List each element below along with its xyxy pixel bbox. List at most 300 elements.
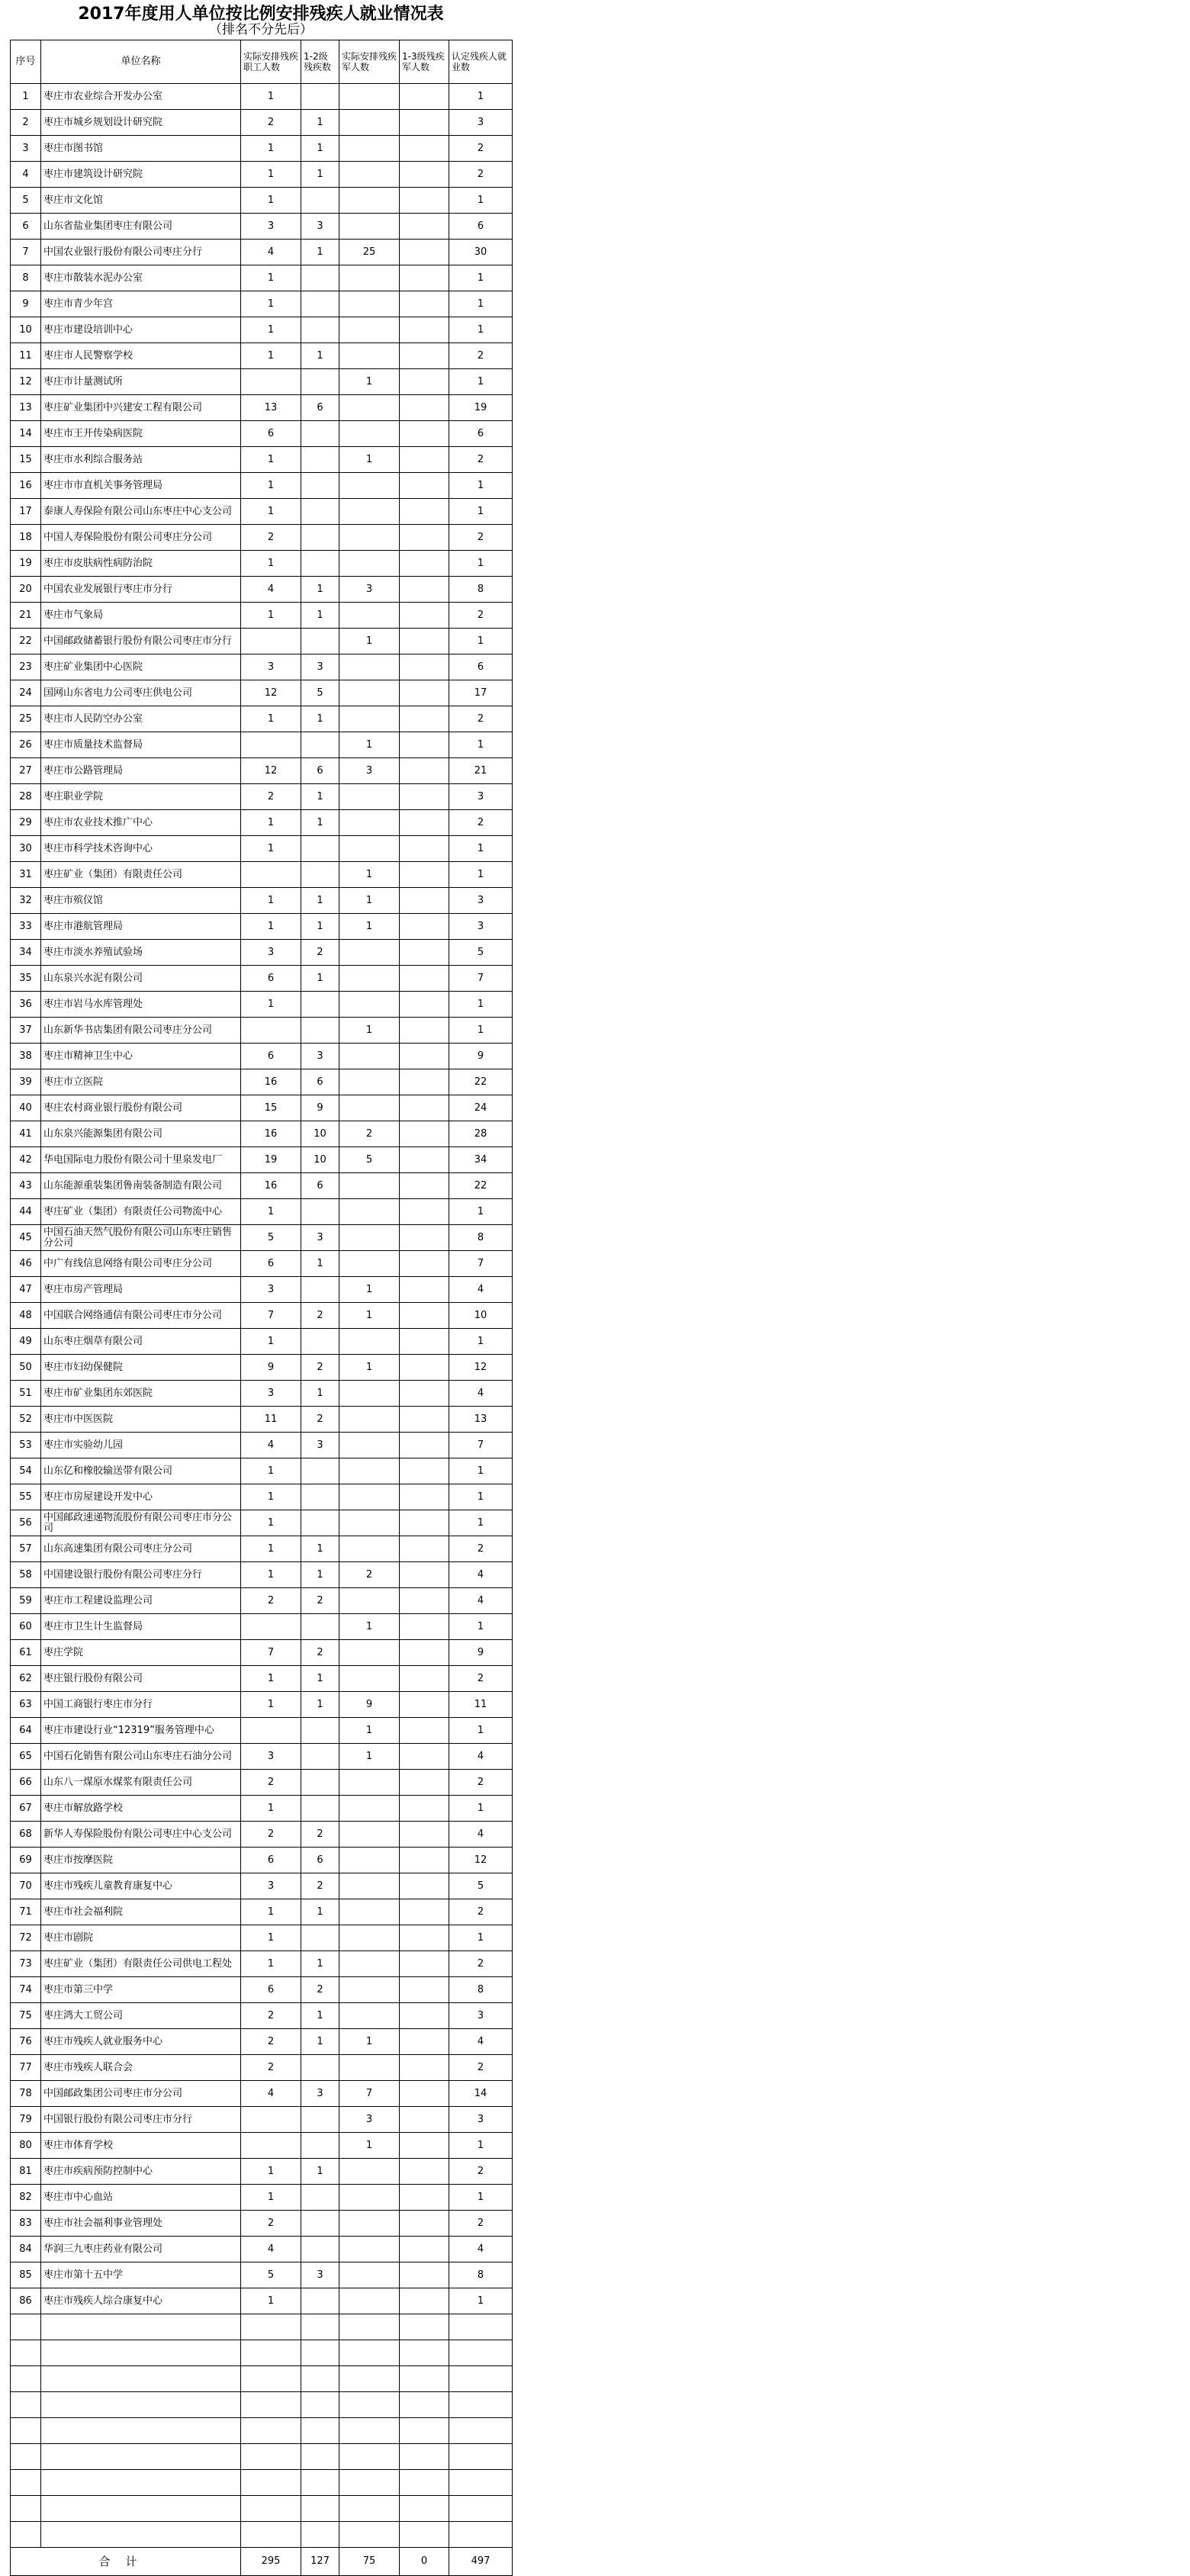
row-actual-staff: 3 xyxy=(241,1744,301,1770)
row-actual-veterans: 1 xyxy=(339,1303,400,1329)
row-seq: 54 xyxy=(11,1458,41,1484)
row-unit-name: 枣庄市青少年宫 xyxy=(41,291,241,317)
empty-cell xyxy=(301,2340,339,2366)
table-row xyxy=(11,1484,513,1510)
row-grade12: 1 xyxy=(301,706,339,732)
row-certified: 4 xyxy=(449,2029,513,2055)
empty-cell xyxy=(11,2340,41,2366)
row-actual-veterans: 1 xyxy=(339,1718,400,1744)
row-certified: 28 xyxy=(449,1121,513,1147)
row-actual-veterans xyxy=(339,1407,400,1433)
row-actual-veterans: 25 xyxy=(339,240,400,265)
row-unit-name: 枣庄市计量测试所 xyxy=(41,369,241,395)
table-row xyxy=(11,1303,513,1329)
row-seq: 13 xyxy=(11,395,41,421)
empty-cell xyxy=(449,2522,513,2548)
row-seq: 81 xyxy=(11,2159,41,2185)
row-actual-veterans: 1 xyxy=(339,888,400,914)
table-row xyxy=(11,836,513,862)
empty-cell xyxy=(241,2522,301,2548)
row-certified: 1 xyxy=(449,317,513,343)
row-unit-name: 山东省盐业集团枣庄有限公司 xyxy=(41,214,241,240)
row-actual-veterans xyxy=(339,2288,400,2314)
row-unit-name: 中国邮政速递物流股份有限公司枣庄市分公司 xyxy=(41,1510,241,1536)
total-certified: 497 xyxy=(449,2548,513,2576)
row-actual-staff: 1 xyxy=(241,1666,301,1692)
row-grade12: 1 xyxy=(301,1536,339,1562)
table-row xyxy=(11,1640,513,1666)
row-vet13 xyxy=(400,1484,449,1510)
row-grade12 xyxy=(301,1199,339,1225)
row-grade12: 2 xyxy=(301,940,339,966)
row-seq: 73 xyxy=(11,1951,41,1977)
row-vet13 xyxy=(400,525,449,551)
row-certified: 2 xyxy=(449,1536,513,1562)
row-certified: 2 xyxy=(449,2055,513,2081)
row-vet13 xyxy=(400,2029,449,2055)
table-row xyxy=(11,1407,513,1433)
row-certified: 2 xyxy=(449,603,513,629)
row-actual-veterans xyxy=(339,1225,400,1251)
row-actual-staff: 1 xyxy=(241,1951,301,1977)
row-unit-name: 枣庄市公路管理局 xyxy=(41,758,241,784)
row-actual-staff: 16 xyxy=(241,1121,301,1147)
row-unit-name: 枣庄市妇幼保健院 xyxy=(41,1355,241,1381)
row-certified: 12 xyxy=(449,1355,513,1381)
row-grade12 xyxy=(301,2185,339,2211)
row-seq: 55 xyxy=(11,1484,41,1510)
row-grade12: 1 xyxy=(301,1381,339,1407)
row-actual-veterans xyxy=(339,1069,400,1095)
row-certified: 1 xyxy=(449,2185,513,2211)
row-vet13 xyxy=(400,629,449,654)
row-unit-name: 枣庄市农业技术推广中心 xyxy=(41,810,241,836)
row-seq: 12 xyxy=(11,369,41,395)
row-unit-name: 枣庄市房屋建设开发中心 xyxy=(41,1484,241,1510)
row-grade12: 1 xyxy=(301,1251,339,1277)
empty-row xyxy=(11,2418,513,2444)
table-row xyxy=(11,2081,513,2107)
row-seq: 6 xyxy=(11,214,41,240)
row-vet13 xyxy=(400,1744,449,1770)
empty-row xyxy=(11,2470,513,2496)
row-grade12 xyxy=(301,2211,339,2237)
row-vet13 xyxy=(400,1822,449,1848)
empty-row xyxy=(11,2392,513,2418)
row-unit-name: 中国邮政集团公司枣庄市分公司 xyxy=(41,2081,241,2107)
row-certified: 4 xyxy=(449,1277,513,1303)
row-actual-veterans xyxy=(339,654,400,680)
row-seq: 14 xyxy=(11,421,41,447)
empty-cell xyxy=(301,2444,339,2470)
row-vet13 xyxy=(400,577,449,603)
row-vet13 xyxy=(400,1796,449,1822)
row-vet13 xyxy=(400,1873,449,1899)
row-vet13 xyxy=(400,914,449,940)
table-row xyxy=(11,1848,513,1873)
row-seq: 78 xyxy=(11,2081,41,2107)
row-actual-veterans xyxy=(339,1329,400,1355)
row-certified: 12 xyxy=(449,1848,513,1873)
row-unit-name: 枣庄市立医院 xyxy=(41,1069,241,1095)
row-unit-name: 山东新华书店集团有限公司枣庄分公司 xyxy=(41,1018,241,1044)
header-row xyxy=(11,40,513,84)
row-actual-staff: 16 xyxy=(241,1173,301,1199)
row-actual-staff: 2 xyxy=(241,525,301,551)
row-unit-name: 枣庄市卫生计生监督局 xyxy=(41,1614,241,1640)
row-grade12: 1 xyxy=(301,914,339,940)
row-vet13 xyxy=(400,888,449,914)
row-vet13 xyxy=(400,2107,449,2133)
table-row xyxy=(11,1873,513,1899)
row-grade12 xyxy=(301,1510,339,1536)
row-actual-veterans: 9 xyxy=(339,1692,400,1718)
row-certified: 1 xyxy=(449,862,513,888)
row-grade12 xyxy=(301,1614,339,1640)
row-vet13 xyxy=(400,136,449,162)
row-actual-staff: 7 xyxy=(241,1303,301,1329)
row-actual-staff: 1 xyxy=(241,810,301,836)
row-actual-staff: 1 xyxy=(241,2159,301,2185)
table-row xyxy=(11,188,513,214)
row-vet13 xyxy=(400,1251,449,1277)
empty-cell xyxy=(400,2444,449,2470)
row-certified: 2 xyxy=(449,1899,513,1925)
row-actual-staff: 1 xyxy=(241,1899,301,1925)
row-vet13 xyxy=(400,966,449,992)
row-vet13 xyxy=(400,421,449,447)
empty-cell xyxy=(339,2340,400,2366)
row-actual-veterans: 3 xyxy=(339,758,400,784)
empty-cell xyxy=(41,2496,241,2522)
row-vet13 xyxy=(400,1848,449,1873)
row-seq: 9 xyxy=(11,291,41,317)
total-actual-staff: 295 xyxy=(241,2548,301,2576)
row-grade12 xyxy=(301,84,339,110)
row-actual-staff: 4 xyxy=(241,240,301,265)
row-seq: 27 xyxy=(11,758,41,784)
row-certified: 4 xyxy=(449,2237,513,2262)
table-row xyxy=(11,343,513,369)
row-certified: 1 xyxy=(449,1510,513,1536)
row-unit-name: 泰康人寿保险有限公司山东枣庄中心支公司 xyxy=(41,499,241,525)
row-grade12 xyxy=(301,2237,339,2262)
header-actual-staff: 实际安排残疾职工人数 xyxy=(241,40,301,84)
row-actual-staff: 3 xyxy=(241,1873,301,1899)
row-certified: 2 xyxy=(449,706,513,732)
table-row xyxy=(11,862,513,888)
row-actual-staff: 3 xyxy=(241,1381,301,1407)
empty-cell xyxy=(339,2522,400,2548)
row-vet13 xyxy=(400,1951,449,1977)
row-certified: 19 xyxy=(449,395,513,421)
row-grade12: 10 xyxy=(301,1147,339,1173)
row-actual-staff: 6 xyxy=(241,1044,301,1069)
row-vet13 xyxy=(400,214,449,240)
table-row xyxy=(11,914,513,940)
header-unit-name: 单位名称 xyxy=(41,40,241,84)
row-unit-name: 枣庄市岩马水库管理处 xyxy=(41,992,241,1018)
table-row xyxy=(11,629,513,654)
row-actual-veterans xyxy=(339,1848,400,1873)
row-grade12: 3 xyxy=(301,1433,339,1458)
empty-cell xyxy=(449,2392,513,2418)
row-actual-staff: 13 xyxy=(241,395,301,421)
row-seq: 56 xyxy=(11,1510,41,1536)
row-actual-staff: 1 xyxy=(241,836,301,862)
empty-cell xyxy=(11,2522,41,2548)
row-certified: 2 xyxy=(449,343,513,369)
row-seq: 16 xyxy=(11,473,41,499)
empty-cell xyxy=(301,2418,339,2444)
empty-cell xyxy=(400,2418,449,2444)
row-actual-staff: 1 xyxy=(241,1329,301,1355)
table-row xyxy=(11,1069,513,1095)
empty-cell xyxy=(339,2444,400,2470)
row-vet13 xyxy=(400,784,449,810)
row-actual-staff: 1 xyxy=(241,914,301,940)
row-certified: 22 xyxy=(449,1173,513,1199)
row-unit-name: 枣庄市精神卫生中心 xyxy=(41,1044,241,1069)
row-seq: 62 xyxy=(11,1666,41,1692)
row-certified: 30 xyxy=(449,240,513,265)
table-row xyxy=(11,1925,513,1951)
row-certified: 2 xyxy=(449,810,513,836)
empty-cell xyxy=(11,2444,41,2470)
row-actual-veterans xyxy=(339,1925,400,1951)
row-grade12: 2 xyxy=(301,1355,339,1381)
row-certified: 22 xyxy=(449,1069,513,1095)
row-actual-staff: 15 xyxy=(241,1095,301,1121)
row-actual-staff: 1 xyxy=(241,2185,301,2211)
table-row xyxy=(11,240,513,265)
row-actual-staff: 1 xyxy=(241,499,301,525)
table-row xyxy=(11,784,513,810)
row-vet13 xyxy=(400,1718,449,1744)
row-actual-veterans: 1 xyxy=(339,2133,400,2159)
row-actual-veterans xyxy=(339,1199,400,1225)
empty-row xyxy=(11,2496,513,2522)
row-grade12 xyxy=(301,1796,339,1822)
row-certified: 2 xyxy=(449,1951,513,1977)
row-grade12: 2 xyxy=(301,1640,339,1666)
table-row xyxy=(11,447,513,473)
row-vet13 xyxy=(400,1458,449,1484)
table-row xyxy=(11,1251,513,1277)
row-seq: 44 xyxy=(11,1199,41,1225)
row-grade12 xyxy=(301,421,339,447)
row-grade12: 3 xyxy=(301,214,339,240)
row-certified: 4 xyxy=(449,1744,513,1770)
row-vet13 xyxy=(400,1095,449,1121)
row-seq: 71 xyxy=(11,1899,41,1925)
row-actual-staff: 2 xyxy=(241,2029,301,2055)
empty-cell xyxy=(41,2392,241,2418)
row-unit-name: 枣庄市中心血站 xyxy=(41,2185,241,2211)
row-certified: 10 xyxy=(449,1303,513,1329)
row-grade12 xyxy=(301,265,339,291)
row-actual-veterans xyxy=(339,1510,400,1536)
row-unit-name: 枣庄市港航管理局 xyxy=(41,914,241,940)
row-vet13 xyxy=(400,706,449,732)
table-row xyxy=(11,1199,513,1225)
row-certified: 1 xyxy=(449,291,513,317)
row-actual-veterans xyxy=(339,1899,400,1925)
row-grade12 xyxy=(301,732,339,758)
row-certified: 1 xyxy=(449,1484,513,1510)
row-unit-name: 新华人寿保险股份有限公司枣庄中心支公司 xyxy=(41,1822,241,1848)
row-actual-staff: 1 xyxy=(241,136,301,162)
empty-cell xyxy=(301,2496,339,2522)
row-seq: 19 xyxy=(11,551,41,577)
row-seq: 69 xyxy=(11,1848,41,1873)
row-seq: 32 xyxy=(11,888,41,914)
row-unit-name: 枣庄市科学技术咨询中心 xyxy=(41,836,241,862)
row-unit-name: 枣庄市残疾人联合会 xyxy=(41,2055,241,2081)
row-vet13 xyxy=(400,369,449,395)
table-row xyxy=(11,1510,513,1536)
row-actual-staff: 6 xyxy=(241,966,301,992)
row-unit-name: 枣庄市城乡规划设计研究院 xyxy=(41,110,241,136)
row-actual-staff xyxy=(241,2133,301,2159)
row-certified: 8 xyxy=(449,2262,513,2288)
empty-cell xyxy=(301,2522,339,2548)
row-grade12 xyxy=(301,2288,339,2314)
row-vet13 xyxy=(400,2133,449,2159)
row-unit-name: 山东亿和橡胶输送带有限公司 xyxy=(41,1458,241,1484)
row-vet13 xyxy=(400,2288,449,2314)
row-actual-veterans xyxy=(339,1770,400,1796)
row-grade12: 9 xyxy=(301,1095,339,1121)
row-actual-veterans xyxy=(339,1951,400,1977)
row-certified: 2 xyxy=(449,2159,513,2185)
table-row xyxy=(11,1018,513,1044)
table-row xyxy=(11,1173,513,1199)
table-row xyxy=(11,1536,513,1562)
row-grade12: 5 xyxy=(301,680,339,706)
table-row xyxy=(11,1277,513,1303)
row-grade12 xyxy=(301,317,339,343)
row-vet13 xyxy=(400,654,449,680)
row-actual-veterans xyxy=(339,1588,400,1614)
row-certified: 4 xyxy=(449,1381,513,1407)
row-seq: 11 xyxy=(11,343,41,369)
row-unit-name: 枣庄市实验幼儿园 xyxy=(41,1433,241,1458)
row-actual-veterans xyxy=(339,2211,400,2237)
row-certified: 13 xyxy=(449,1407,513,1433)
row-seq: 2 xyxy=(11,110,41,136)
row-actual-staff: 7 xyxy=(241,1640,301,1666)
row-actual-staff: 1 xyxy=(241,603,301,629)
row-vet13 xyxy=(400,1536,449,1562)
table-row xyxy=(11,888,513,914)
row-unit-name: 枣庄市散装水泥办公室 xyxy=(41,265,241,291)
table-row xyxy=(11,110,513,136)
row-seq: 28 xyxy=(11,784,41,810)
row-actual-veterans xyxy=(339,784,400,810)
row-unit-name: 华润三九枣庄药业有限公司 xyxy=(41,2237,241,2262)
table-row xyxy=(11,1614,513,1640)
row-actual-staff xyxy=(241,862,301,888)
empty-cell xyxy=(449,2314,513,2340)
row-grade12 xyxy=(301,473,339,499)
row-unit-name: 枣庄职业学院 xyxy=(41,784,241,810)
row-actual-staff: 1 xyxy=(241,447,301,473)
row-vet13 xyxy=(400,1355,449,1381)
row-actual-veterans xyxy=(339,1173,400,1199)
empty-cell xyxy=(400,2314,449,2340)
header-seq: 序号 xyxy=(11,40,41,84)
table-row xyxy=(11,2237,513,2262)
row-unit-name: 枣庄学院 xyxy=(41,1640,241,1666)
table-row xyxy=(11,162,513,188)
row-actual-staff xyxy=(241,732,301,758)
row-certified: 11 xyxy=(449,1692,513,1718)
row-seq: 75 xyxy=(11,2003,41,2029)
table-row xyxy=(11,2211,513,2237)
row-grade12: 6 xyxy=(301,1173,339,1199)
row-seq: 64 xyxy=(11,1718,41,1744)
row-vet13 xyxy=(400,1121,449,1147)
row-actual-staff: 1 xyxy=(241,291,301,317)
row-certified: 1 xyxy=(449,84,513,110)
row-actual-veterans xyxy=(339,940,400,966)
row-vet13 xyxy=(400,2081,449,2107)
row-grade12: 2 xyxy=(301,1588,339,1614)
row-seq: 5 xyxy=(11,188,41,214)
empty-cell xyxy=(339,2314,400,2340)
row-vet13 xyxy=(400,680,449,706)
row-vet13 xyxy=(400,1407,449,1433)
row-actual-veterans: 7 xyxy=(339,2081,400,2107)
row-unit-name: 枣庄市殡仪馆 xyxy=(41,888,241,914)
empty-cell xyxy=(449,2340,513,2366)
row-seq: 7 xyxy=(11,240,41,265)
row-seq: 79 xyxy=(11,2107,41,2133)
row-actual-veterans xyxy=(339,2185,400,2211)
row-actual-veterans: 1 xyxy=(339,914,400,940)
row-actual-staff: 1 xyxy=(241,1925,301,1951)
row-actual-veterans xyxy=(339,499,400,525)
row-unit-name: 枣庄银行股份有限公司 xyxy=(41,1666,241,1692)
row-actual-veterans xyxy=(339,1536,400,1562)
row-vet13 xyxy=(400,2211,449,2237)
report-title: 2017年度用人单位按比例安排残疾人就业情况表 xyxy=(78,5,444,24)
row-grade12: 1 xyxy=(301,110,339,136)
row-unit-name: 枣庄市按摩医院 xyxy=(41,1848,241,1873)
row-certified: 1 xyxy=(449,1018,513,1044)
row-unit-name: 枣庄市农业综合开发办公室 xyxy=(41,84,241,110)
header-certified: 认定残疾人就业数 xyxy=(449,40,513,84)
row-seq: 18 xyxy=(11,525,41,551)
header-grade12: 1-2级残疾数 xyxy=(301,40,339,84)
row-actual-staff: 3 xyxy=(241,654,301,680)
row-vet13 xyxy=(400,1173,449,1199)
row-certified: 4 xyxy=(449,1562,513,1588)
row-actual-veterans: 1 xyxy=(339,862,400,888)
row-seq: 84 xyxy=(11,2237,41,2262)
row-actual-veterans: 1 xyxy=(339,1614,400,1640)
table-row xyxy=(11,1822,513,1848)
row-grade12: 2 xyxy=(301,1407,339,1433)
row-unit-name: 山东八一煤原水煤浆有限责任公司 xyxy=(41,1770,241,1796)
row-actual-staff: 2 xyxy=(241,2211,301,2237)
empty-cell xyxy=(339,2366,400,2392)
row-actual-staff: 3 xyxy=(241,940,301,966)
row-certified: 7 xyxy=(449,1251,513,1277)
row-unit-name: 山东泉兴水泥有限公司 xyxy=(41,966,241,992)
row-vet13 xyxy=(400,188,449,214)
